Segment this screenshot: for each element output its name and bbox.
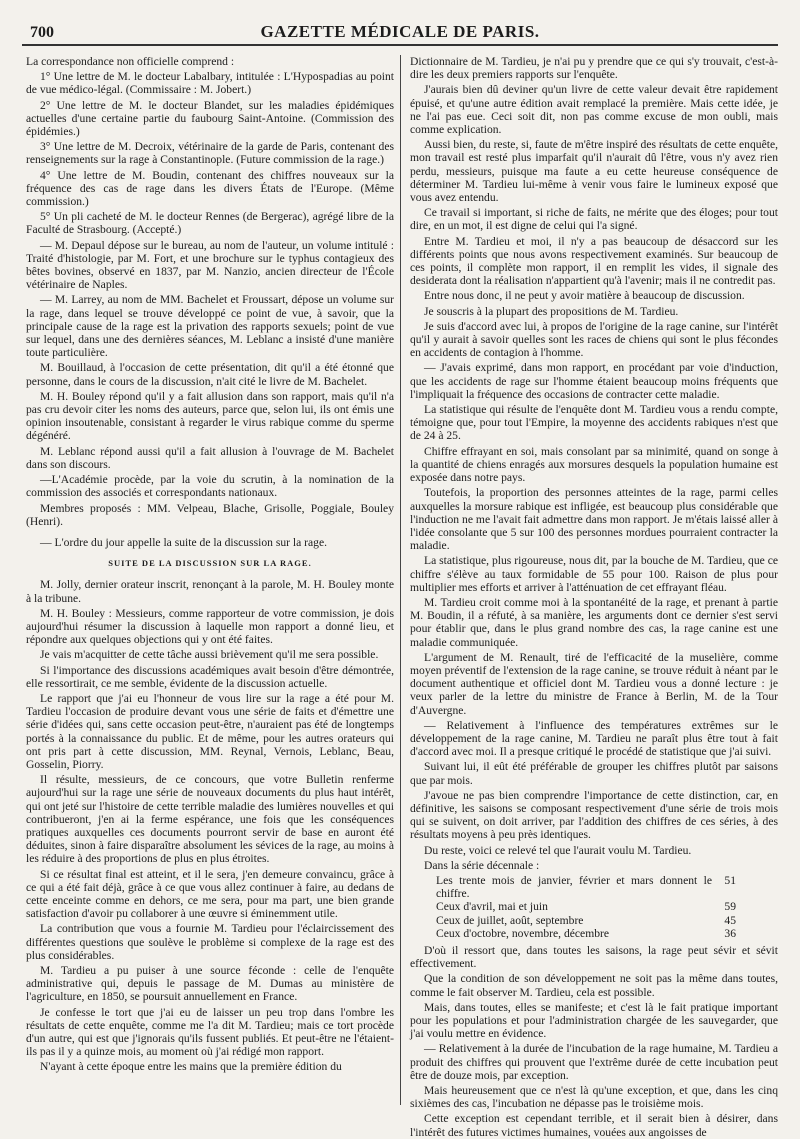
paragraph: Cette exception est cependant terrible, et il serait bien à désirer, dans l'intérêt des futures victimes humaines, vouées aux angoisses de bbox=[410, 1112, 778, 1139]
paragraph: M. Bouillaud, à l'occasion de cette présentation, dit qu'il a été étonné que personne, dans le cours de la discussion, n'ait cité le livre de M. Bachelet. bbox=[26, 361, 394, 388]
series-value: 45 bbox=[724, 913, 736, 927]
paragraph: Mais, dans toutes, elles se manifeste; et c'est là le fait pratique important pour les populations et pour l'administration chargée de les sauvegarder, que j'ai voulu mettre en évidence. bbox=[410, 1000, 778, 1041]
paragraph: M. H. Bouley : Messieurs, comme rapporteur de votre commission, je dois aujourd'hui résumer la discussion à laquelle mon rapport a donné lieu, et répondre aux quelques objections qui y ont été faites. bbox=[26, 606, 394, 647]
section-heading: SUITE DE LA DISCUSSION SUR LA RAGE. bbox=[108, 558, 312, 569]
series-value: 51 bbox=[724, 873, 736, 887]
paragraph: J'avoue ne pas bien comprendre l'importance de cette distinction, car, en définitive, les saisons se composant respectivement d'une série de trois mois qui se suivent, on doit arriver, par l'addition des chiffres de ces séries, à des résultats moyens à peu près identiques. bbox=[410, 788, 778, 842]
monthly-series-table bbox=[436, 874, 736, 940]
paragraph: M. Jolly, dernier orateur inscrit, renonçant à la parole, M. H. Bouley monte à la tribune. bbox=[26, 578, 394, 605]
paragraph: 4° Une lettre de M. Boudin, contenant des chiffres nouveaux sur la fréquence des cas de rage dans les divers États de l'Europe. (Même commission.) bbox=[26, 168, 394, 209]
series-label: Ceux d'octobre, novembre, décembre bbox=[436, 926, 610, 940]
paragraph: Entre M. Tardieu et moi, il n'y a pas beaucoup de désaccord sur les différents points que nous avons respectivement examinés. Sur beaucoup de ces points, il complète mon rapport, il en remplit les vides, il signale des desiderata dont la réalisation n'appartient qu'à l'avenir; mais il ne contredit pas. bbox=[410, 234, 778, 288]
paragraph: Chiffre effrayant en soi, mais consolant par sa minimité, quand on songe à la quantité de chiens enragés aux morsures desquels la population humaine est exposée dans notre pays. bbox=[410, 444, 778, 485]
page-number: 700 bbox=[30, 24, 54, 41]
paragraph: — M. Larrey, au nom de MM. Bachelet et Froussart, dépose un volume sur la rage, dans lequel se trouve développé ce point de vue, à savoir, que la principale cause de la rage est la privation des rapports sexuels; point de vue sur lequel, dans une des dernières séances, M. Leblanc a insisté d'une manière toute particulière. bbox=[26, 293, 394, 360]
series-row bbox=[436, 914, 736, 927]
paragraph: — Relativement à la durée de l'incubation de la rage humaine, M. Tardieu a produit des chiffres qui prouvent que l'extrême durée de cette incubation peut être de douze mois, par exception. bbox=[410, 1042, 778, 1082]
paragraph: J'aurais bien dû deviner qu'un livre de cette valeur devait être rapidement épuisé, et qu'une autre édition avait remplacé la première. Mais cette idée, je ne l'ai pas eue. Ceci soit dit, non pas comme excuse de mon oubli, mais comme explication. bbox=[410, 83, 778, 137]
paragraph: M. Tardieu a pu puiser à une source féconde : celle de l'enquête administrative qui, depuis le passage de M. Dumas au ministère de l'agriculture, en 1850, se poursuit annuellement en France. bbox=[26, 964, 394, 1004]
right-column bbox=[410, 55, 778, 1139]
column-divider bbox=[400, 55, 401, 1105]
paragraph: La statistique qui résulte de l'enquête dont M. Tardieu vous a rendu compte, témoigne que, pour tout l'Empire, la moyenne des accidents rabiques n'est que de 24 à 25. bbox=[410, 403, 778, 443]
paragraph: M. H. Bouley répond qu'il y a fait allusion dans son rapport, mais qu'il n'a pas cru devoir citer les noms des auteurs, parce que, selon lui, ils ont émis une opinion insoutenable, consistant à regarder le virus rabique comme du sperme dégénéré. bbox=[26, 389, 394, 443]
paragraph: 3° Une lettre de M. Decroix, vétérinaire de la garde de Paris, contenant des renseignements sur la rage à Constantinople. (Future commission de la rage.) bbox=[26, 140, 394, 167]
paragraph: Du reste, voici ce relevé tel que l'aurait voulu M. Tardieu. bbox=[424, 843, 692, 857]
paragraph: Dans la série décennale : bbox=[424, 858, 540, 872]
paragraph: Suivant lui, il eût été préférable de grouper les chiffres plutôt par saisons que par mois. bbox=[410, 760, 778, 787]
page-header bbox=[22, 18, 778, 46]
paragraph: Je confesse le tort que j'ai eu de laisser un peu trop dans l'ombre les résultats de cette enquête, comme me l'a dit M. Tardieu; mais ce tort procède d'un autre, qui est que j'ignorais qu'ils fussent publiés. Et peut-être ne l'étaient-ils pas il y a quinze mois, au moment où j'ai rédigé mon rapport. bbox=[26, 1005, 394, 1059]
series-row bbox=[436, 900, 736, 913]
paragraph: Aussi bien, du reste, si, faute de m'être inspiré des résultats de cette enquête, mon travail est resté plus imparfait qu'il n'aurait dû l'être, vous n'y avez rien perdu, messieurs, puisque ma faute a eu cette heureuse conséquence de déterminer M. Tardieu lui-même à venir vous faire le lumineux exposé que vous avez entendu. bbox=[410, 138, 778, 205]
series-label: Ceux de juillet, août, septembre bbox=[436, 913, 584, 927]
paragraph: La contribution que vous a fournie M. Tardieu pour l'éclaircissement des différentes questions que soulève le problème si complexe de la rage est des plus considérables. bbox=[26, 922, 394, 962]
paragraph: Il résulte, messieurs, de ce concours, que votre Bulletin renferme aujourd'hui sur la rage une série de nouveaux documents du plus haut intérêt, qui ont jeté sur l'histoire de cette terrible maladie des lumières nouvelles et qui contribueront, j'en ai la ferme espérance, une fois que les conséquences pratiques auxquelles ces documents pourront servir de base en auront été déduites, sinon à faire disparaître absolument les sévices de la rage, au moins à les réduire à des proportions de plus en plus étroites. bbox=[26, 773, 394, 866]
series-row bbox=[436, 874, 736, 900]
left-column bbox=[26, 55, 394, 1105]
paragraph: M. Tardieu croit comme moi à la spontanéité de la rage, et prenant à partie M. Boudin, il a réfuté, à sa manière, les arguments dont ce dernier s'est servi pour établir que, dans le plus grand nombre des cas, la rage canine est une maladie communiquée. bbox=[410, 595, 778, 649]
paragraph: — Relativement à l'influence des températures extrêmes sur le développement de la rage canine, M. Tardieu ne paraît plus être tout à fait d'accord avec moi. Il a presque critiqué le procédé de statistique que j'ai suivi. bbox=[410, 718, 778, 759]
paragraph: Si ce résultat final est atteint, et il le sera, j'en demeure convaincu, grâce à ce qui a été fait déjà, grâce à ce que vous allez continuer à faire, au dedans de cette enceinte comme en dehors, ce me sera, pour ma part, une bien grande satisfaction d'avoir pu collaborer à une œuvre si éminemment utile. bbox=[26, 867, 394, 921]
paragraph: Dictionnaire de M. Tardieu, je n'ai pu y prendre que ce qui s'y trouvait, c'est-à-dire les deux premiers rapports sur l'enquête. bbox=[410, 55, 778, 82]
paragraph: 1° Une lettre de M. le docteur Labalbary, intitulée : L'Hypospadias au point de vue médico-légal. (Commissaire : M. Jobert.) bbox=[26, 70, 394, 97]
paragraph: Que la condition de son développement ne soit pas la même dans toutes, comme le fait observer M. Tardieu, cela est possible. bbox=[410, 972, 778, 999]
paragraph: Je vais m'acquitter de cette tâche aussi brièvement qu'il me sera possible. bbox=[40, 648, 379, 662]
paragraph: Mais heureusement que ce n'est là qu'une exception, et que, dans les cinq sixièmes des cas, l'incubation ne dépasse pas le troisième mois. bbox=[410, 1084, 778, 1111]
paragraph: La statistique, plus rigoureuse, nous dit, par la bouche de M. Tardieu, que ce chiffre s'élève au taux formidable de 55 pour 100. Raison de plus pour multiplier mes efforts et arriver à l'atténuation de cet effrayant fléau. bbox=[410, 554, 778, 594]
paragraph: N'ayant à cette époque entre les mains que la première édition du bbox=[40, 1060, 342, 1074]
series-value: 36 bbox=[724, 926, 736, 940]
paragraph: — J'avais exprimé, dans mon rapport, en procédant par voie d'induction, que les accidents de rage sur l'homme étaient beaucoup moins fréquents que l'impliquait la fréquence des occasions de contracter cette maladie. bbox=[410, 361, 778, 401]
paragraph: 2° Une lettre de M. le docteur Blandet, sur les maladies épidémiques actuelles d'une certaine partie du faubourg Saint-Antoine. (Commission des épidémies.) bbox=[26, 98, 394, 139]
series-row bbox=[436, 927, 736, 940]
paragraph: — L'ordre du jour appelle la suite de la discussion sur la rage. bbox=[40, 535, 328, 549]
series-value: 59 bbox=[724, 900, 736, 914]
series-label: Les trente mois de janvier, février et mars donnent le chiffre. bbox=[436, 873, 712, 901]
paragraph: Je suis d'accord avec lui, à propos de l'origine de la rage canine, sur l'intérêt qu'il y aurait à savoir quelles sont les races de chiens qui sont le plus fécondes en accidents de contagion à l'homme. bbox=[410, 319, 778, 360]
paragraph: — M. Depaul dépose sur le bureau, au nom de l'auteur, un volume intitulé : Traité d'histologie, par M. Fort, et une brochure sur le typhus contagieux des bêtes bovines, observé en 1837, par M. Nanzio, ancien directeur de l'École vétérinaire de Naples. bbox=[26, 238, 394, 292]
paragraph: Le rapport que j'ai eu l'honneur de vous lire sur la rage a été pour M. Tardieu l'occasion de produire devant vous une série de faits et d'émettre une série d'idées qui, sans cette occasion peut-être, n'auraient pas été de longtemps portés à la connaissance du public. Et de même, pour les autres orateurs qui ont pris part à cette discussion, MM. Reynal, Vernois, Leblanc, Beau, Gosselin, Piorry. bbox=[26, 691, 394, 771]
paragraph: Si l'importance des discussions académiques avait besoin d'être démontrée, elle ressortirait, ce me semble, évidente de la discussion actuelle. bbox=[26, 663, 394, 690]
paragraph: La correspondance non officielle comprend : bbox=[26, 55, 235, 68]
paragraph: Toutefois, la proportion des personnes atteintes de la rage, parmi celles auxquelles la morsure rabique est infligée, est beaucoup plus considérable que l'induction ne me l'avait fait admettre dans mon rapport. Je m'étais laissé aller à l'idée consolante que 5 sur 100 des personnes mordues pourraient contracter la maladie. bbox=[410, 486, 778, 553]
paragraph: Membres proposés : MM. Velpeau, Blache, Grisolle, Poggiale, Bouley (Henri). bbox=[26, 501, 394, 528]
paragraph: —L'Académie procède, par la voie du scrutin, à la nomination de la commission des associés et correspondants nationaux. bbox=[26, 473, 394, 500]
series-label: Ceux d'avril, mai et juin bbox=[436, 900, 548, 914]
paragraph: Ce travail si important, si riche de faits, ne mérite que des éloges; pour tout dire, en un mot, il est digne de celui qui l'a signé. bbox=[410, 206, 778, 233]
paragraph: D'où il ressort que, dans toutes les saisons, la rage peut sévir et sévit effectivement. bbox=[410, 944, 778, 971]
journal-title: GAZETTE MÉDICALE DE PARIS. bbox=[260, 22, 540, 41]
paragraph: Je souscris à la plupart des propositions de M. Tardieu. bbox=[424, 304, 679, 318]
paragraph: L'argument de M. Renault, tiré de l'efficacité de la muselière, comme moyen préventif de l'extension de la rage canine, se trouve réduit à néant par le document authentique et officiel dont M. Tardieu vous a donné lecture : je veux parler de la lettre du ministre de France à Berlin, M. de la Tour d'Auvergne. bbox=[410, 650, 778, 717]
paragraph: Entre nous donc, il ne peut y avoir matière à beaucoup de discussion. bbox=[424, 289, 745, 303]
paragraph: 5° Un pli cacheté de M. le docteur Rennes (de Bergerac), agrégé libre de la Faculté de Strasbourg. (Accepté.) bbox=[26, 210, 394, 237]
paragraph: M. Leblanc répond aussi qu'il a fait allusion à l'ouvrage de M. Bachelet dans son discours. bbox=[26, 444, 394, 471]
